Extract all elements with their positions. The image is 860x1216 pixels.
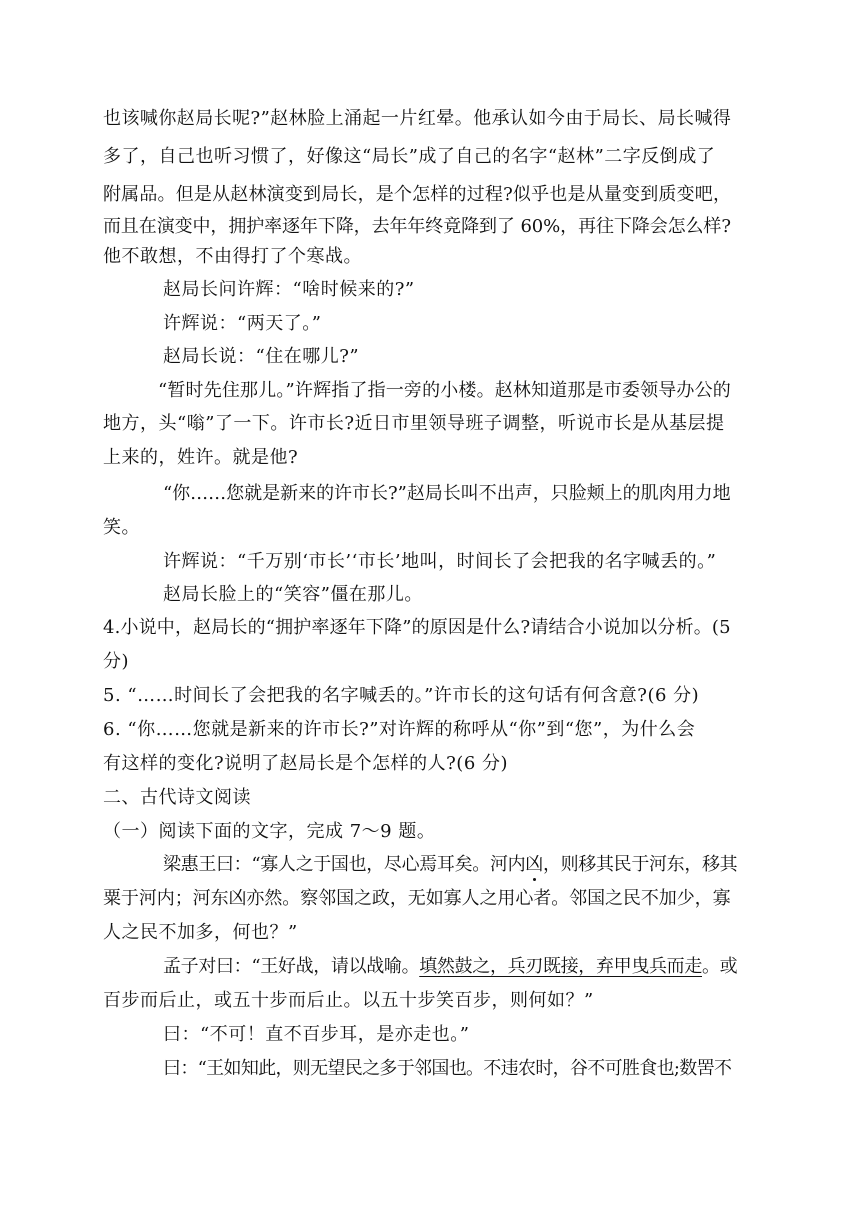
classical-text-segment: 。或 — [702, 956, 738, 977]
passage-line: 也该喊你赵局长呢?”赵林脸上涌起一片红晕。他承认如今由于局长、局长喊得 — [103, 108, 732, 129]
classical-text-line: 曰：“王如知此，则无望民之多于邻国也。不违农时，谷不可胜食也;数罟不 — [163, 1058, 732, 1079]
question-4: 4.小说中，赵局长的“拥护率逐年下降”的原因是什么?请结合小说加以分析。(5 — [103, 617, 731, 638]
classical-text-segment: ，则移其民于河东，移其 — [542, 854, 738, 875]
question-4-continued: 分) — [103, 651, 130, 672]
classical-text-line: 曰：“不可！直不百步耳，是亦走也。” — [163, 1024, 470, 1045]
classical-text-line — [163, 854, 737, 876]
classical-text-segment: 孟子对曰：“王好战，请以战喻。 — [163, 956, 420, 977]
passage-line: 附属品。但是从赵林演变到局长，是个怎样的过程?似乎也是从量变到质变吧， — [103, 184, 732, 205]
passage-line: 他不敢想，不由得打了个寒战。 — [103, 246, 362, 267]
passage-line: 笑。 — [103, 517, 140, 538]
subsection-heading: （一）阅读下面的文字，完成 7～9 题。 — [103, 821, 436, 842]
passage-line: “暂时先住那儿。”许辉指了指一旁的小楼。赵林知道那是市委领导办公的 — [158, 380, 731, 401]
classical-text-line: 粟于河内；河东凶亦然。察邻国之政，无如寡人之用心者。邻国之民不加少，寡 — [103, 888, 731, 909]
passage-line: 地方，头“嗡”了一下。许市长?近日市里领导班子调整，听说市长是从基层提 — [103, 413, 725, 434]
classical-text-line: 百步而后止，或五十步而后止。以五十步笑百步，则何如？” — [103, 990, 594, 1011]
classical-text-line — [163, 956, 737, 978]
question-5: 5. “……时间长了会把我的名字喊丢的。”许市长的这句话有何含意?(6 分) — [103, 685, 700, 706]
passage-line: 赵局长脸上的“笑容”僵在那儿。 — [163, 584, 423, 605]
underlined-sentence: 填然鼓之，兵刃既接，弃甲曳兵而走 — [419, 956, 702, 977]
dialogue-line: 赵局长问许辉：“啥时候来的?” — [163, 279, 415, 300]
dialogue-line: 许辉说：“两天了。” — [163, 313, 322, 334]
passage-line: 上来的，姓许。就是他? — [103, 447, 299, 468]
classical-text-segment: 梁惠王曰：“寡人之于国也，尽心焉耳矣。河内 — [163, 854, 526, 875]
passage-line: “你……您就是新来的许市长?”赵局长叫不出声，只脸颊上的肌肉用力地 — [163, 483, 731, 504]
passage-line: 而且在演变中，拥护率逐年下降，去年年终竟降到了 60%，再往下降会怎么样? — [103, 216, 731, 237]
dialogue-line: 赵局长说：“住在哪儿?” — [163, 346, 360, 367]
dialogue-line: 许辉说：“千万别‘市长’‘市长’地叫，时间长了会把我的名字喊丢的。” — [163, 551, 717, 572]
question-6-continued: 有这样的变化?说明了赵局长是个怎样的人?(6 分) — [103, 753, 509, 774]
passage-line: 多了，自己也听习惯了，好像这“局长”成了自己的名字“赵林”二字反倒成了 — [103, 146, 716, 167]
classical-text-line: 人之民不加多，何也？” — [103, 922, 298, 943]
question-6: 6. “你……您就是新来的许市长?”对许辉的称呼从“你”到“您”，为什么会 — [103, 719, 696, 740]
section-heading: 二、古代诗文阅读 — [103, 787, 251, 808]
dotted-character: 凶 — [525, 854, 543, 875]
